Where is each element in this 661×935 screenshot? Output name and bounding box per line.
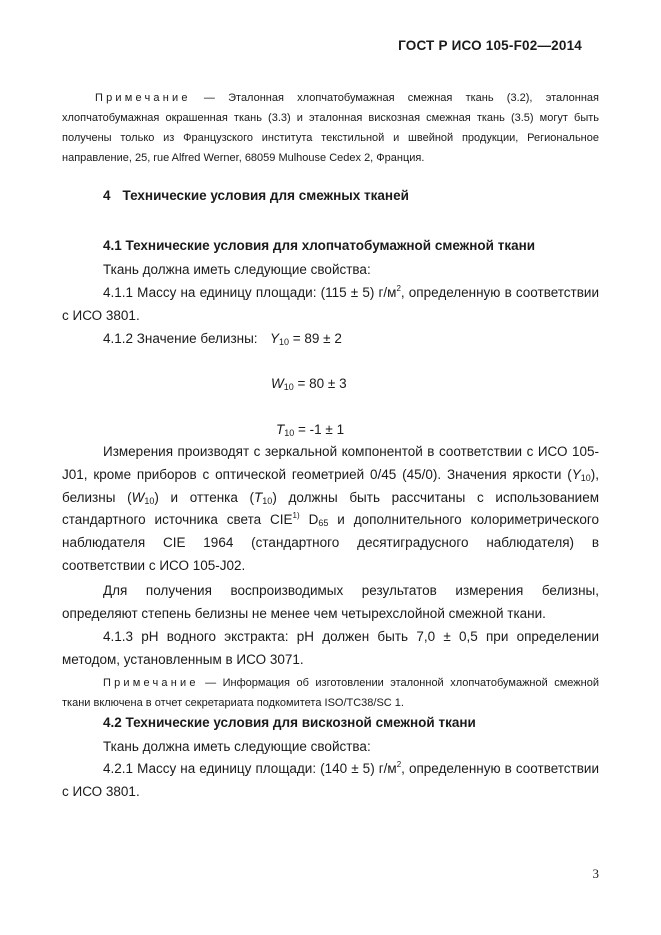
section-4-heading (103, 188, 409, 203)
s41-measurement-paragraph: Измерения производят с зеркальной компонентой в соответствии с ИСО 105-J01, кроме приборов с оптической геометрией 0/45 (45/0). Значения яркости $(Y_{10})$, белизны $(W_{10})$ и оттенка $(T_{10})$ должны быть рассчитаны с использованием стандартного источника света CIE$^{1)}$ $D_{65}$ и дополнительного колориметрического наблюдателя CIE 1964 (стандартного десятиградусного наблюдателя) в соответствии с ИСО 105-J02. (62, 444, 600, 573)
s41-item-3: 4.1.3 рН водного экстракта: рН должен быть 7,0 ± 0,5 при определении методом, установленным в ИСО 3071. (62, 629, 599, 667)
s41-item-2-label: 4.1.2 Значение белизны: (103, 331, 258, 346)
section-number: 4 (103, 188, 111, 203)
note-text: — Эталонная хлопчатобумажная смежная ткань (3.2), эталонная хлопчатобумажная окрашенная ткань (3.3) и эталонная вискозная смежная ткань (3.5) могут быть получены только из Французского института текстильной и швейной продукции, Региональное направление, 25, rue Alfred Werner, 68059 Mulhouse Cedex 2, Франция. (62, 92, 599, 164)
note-label: Примечание (95, 92, 191, 104)
section-title: Технические условия для смежных тканей (122, 188, 409, 203)
note-manufacturing-info: Примечание — Информация об изготовлении эталонной хлопчатобумажной смежной ткани включена в отчет секретариата подкомитета ISO/TC38/SC 1. (62, 677, 599, 709)
formula-t10: $T_{10} = -1 \pm 1$ (276, 422, 345, 438)
s42-item-1: 4.2.1 Массу на единицу площади: (140 ± 5) $г/м^2$, определенную в соответствии с ИСО 3801. (62, 760, 599, 799)
formula-y10: $Y_{10} = 89 \pm 2$ (270, 331, 342, 347)
formula-w10: $W_{10} = 80 \pm 3$ (271, 376, 347, 392)
section-4-1-heading: 4.1 Технические условия для хлопчатобумажной смежной ткани (103, 238, 536, 253)
standard-header: ГОСТ Р ИСО 105-F02—2014 (398, 38, 582, 53)
note-reference-fabrics (62, 88, 599, 168)
s41-intro: Ткань должна иметь следующие свойства: (103, 262, 371, 277)
s41-reproducibility-paragraph: Для получения воспроизводимых результатов измерения белизны, определяют степень белизны не менее чем четырехслойной смежной ткани. (62, 583, 599, 621)
s41-item-1: 4.1.1 Массу на единицу площади: (115 ± 5) $г/м^2$, определенную в соответствии с ИСО 3801. (62, 284, 599, 323)
s42-intro: Ткань должна иметь следующие свойства: (103, 739, 371, 754)
section-4-2-heading: 4.2 Технические условия для вискозной смежной ткани (103, 715, 476, 730)
page-number: 3 (592, 866, 599, 881)
